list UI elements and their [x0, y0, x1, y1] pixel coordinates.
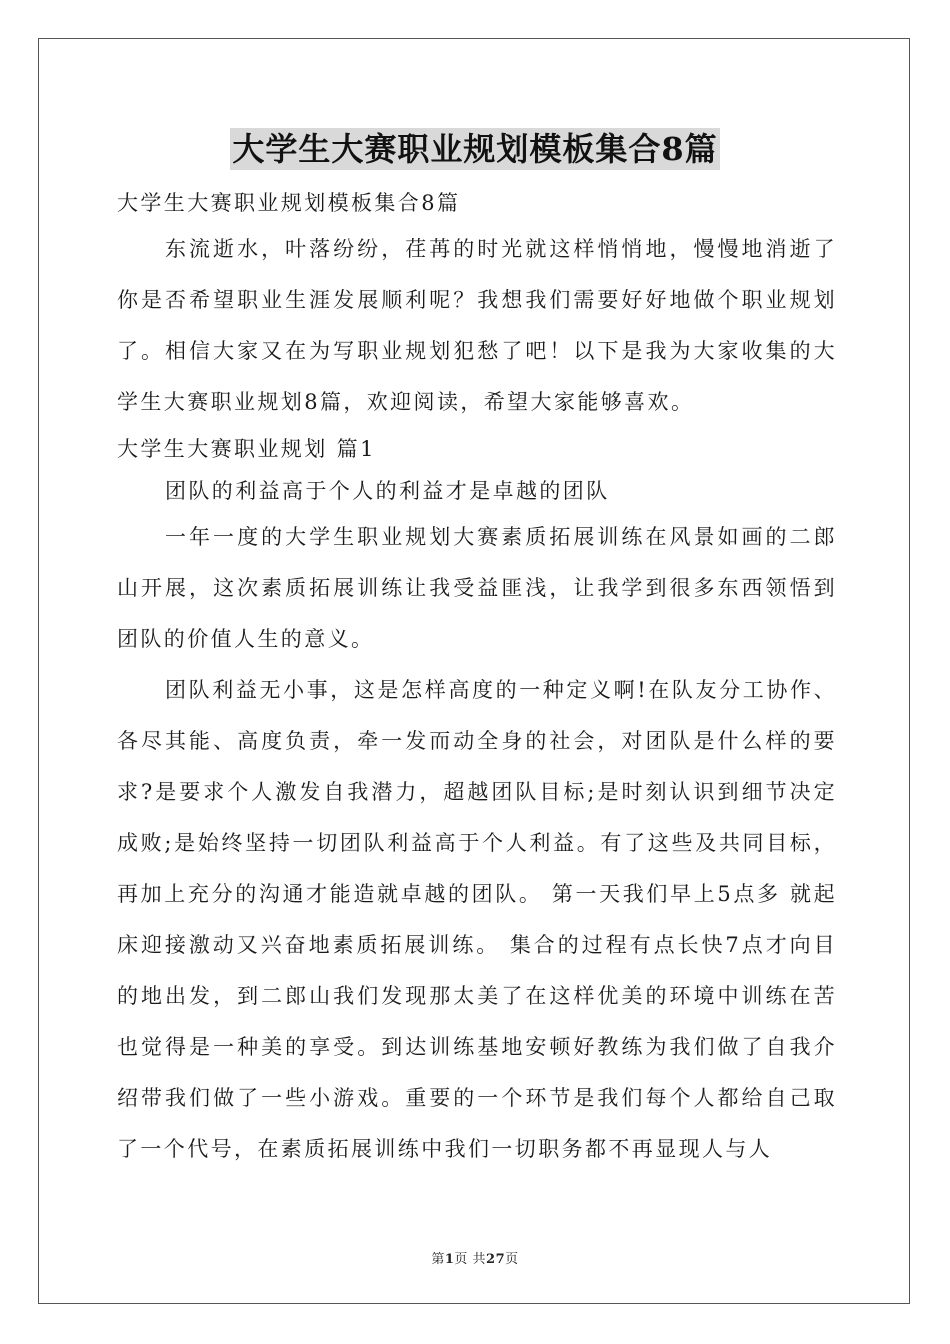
total-page-count: 27	[486, 1252, 506, 1267]
document-title: 大学生大赛职业规划模板集合8篇	[232, 130, 718, 168]
footer-text: 页 共	[454, 1252, 487, 1267]
page-footer	[0, 1248, 950, 1267]
body-paragraph: 团队利益无小事，这是怎样高度的一种定义啊!在队友分工协作、各尽其能、高度负责，牵一发而动全身的社会，对团队是什么样的要求?是要求个人激发自我潜力，超越团队目标;是时刻认识到细节决定成败;是始终坚持一切团队利益高于个人利益。有了这些及共同目标，再加上充分的沟通才能造就卓越的团队。 第一天我们早上5点多 就起床迎接激动又兴奋地素质拓展训练。 集合的过程有点长快7点才向目的地出发，到二郎山我们发现那太美了在这样优美的环境中训练在苦也觉得是一种美的享受。到达训练基地安顿好教练为我们做了自我介绍带我们做了一些小游戏。重要的一个环节是我们每个人都给自己取了一个代号，在素质拓展训练中我们一切职务都不再显现人与人	[117, 678, 837, 1161]
document-subtitle: 大学生大赛职业规划模板集合8篇	[117, 191, 461, 215]
intro-paragraph: 东流逝水，叶落纷纷，荏苒的时光就这样悄悄地，慢慢地消逝了你是否希望职业生涯发展顺利呢？我想我们需要好好地做个职业规划了。相信大家又在为写职业规划犯愁了吧！以下是我为大家收集的大学生大赛职业规划8篇，欢迎阅读，希望大家能够喜欢。	[117, 237, 837, 414]
current-page-number: 1	[444, 1252, 455, 1267]
section-heading: 大学生大赛职业规划 篇1	[117, 437, 376, 461]
title-container	[0, 128, 950, 170]
footer-text: 第	[431, 1252, 445, 1267]
section-subheading: 团队的利益高于个人的利益才是卓越的团队	[165, 479, 610, 503]
body-paragraph: 一年一度的大学生职业规划大赛素质拓展训练在风景如画的二郎山开展，这次素质拓展训练让我受益匪浅，让我学到很多东西领悟到团队的价值人生的意义。	[117, 525, 837, 651]
footer-text: 页	[505, 1252, 519, 1267]
document-body	[117, 182, 837, 1175]
